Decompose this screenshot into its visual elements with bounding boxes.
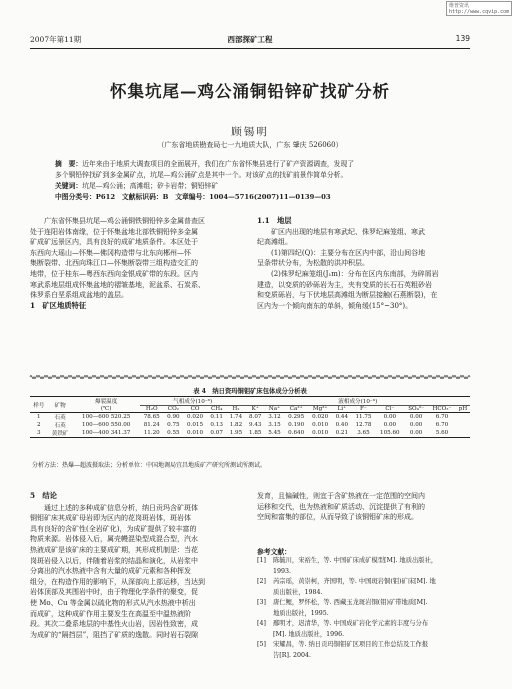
conclusion-line: 岗斑岩侵入以后，伴随着岩浆的结晶和演化，从岩浆中 — [30, 556, 198, 565]
table-cell: 5.45 — [268, 430, 281, 436]
page-number: 139 — [455, 34, 470, 43]
table-cell: 8.07 — [248, 414, 262, 420]
table-cell: 105.60 — [380, 430, 400, 436]
table-cell: 0.010 — [312, 422, 329, 428]
references-list — [257, 556, 470, 661]
table-header-cell: 液相成分(10⁻⁶) — [246, 397, 470, 406]
references-section — [257, 546, 470, 661]
intro-line: 东西向大瑶山—怀集—佛冈构造带与北东向郴州—怀 — [30, 248, 191, 257]
table-cell: 0.190 — [288, 422, 305, 428]
table-cell: 0.00 — [409, 422, 423, 428]
table-header-cell: 矿物 — [54, 402, 66, 409]
intro-line: 寒武系地层组成怀集盆地的褶皱基地，泥盆系、石炭系、 — [30, 280, 205, 289]
reference-item: 质出版社，1984. — [273, 588, 323, 596]
conclusion-line: 为成矿的“隔挡层”，阻挡了矿质的逸散。同时岩石裂隙 — [30, 630, 199, 639]
table-cell: 0.75 — [167, 422, 180, 428]
conclusion-line: 热液成矿是该矿床的主要成矿期，其形成机制是：当花 — [30, 545, 198, 554]
conclusion-line: 物质来源。岩体侵入后，属壳幔混染型成混合型，汽水 — [30, 535, 198, 544]
table-header-cell: CH₄ — [210, 406, 223, 412]
reference-item: [5] 宋耀昌，等. 纳日贡玛铜钼矿区项目的工作总结及工作报 — [257, 641, 429, 648]
table-header-cell: F⁻ — [360, 406, 367, 412]
table-header-cell: K⁺ — [251, 406, 259, 412]
table-cell: 0.00 — [409, 430, 423, 436]
table-cell: 石英 — [54, 423, 66, 429]
table-header-cell: Cl⁻ — [385, 406, 395, 412]
table-cell: 3.12 — [268, 414, 281, 420]
table-cell: 1 — [37, 414, 41, 420]
table-cell: 6.70 — [435, 414, 449, 420]
table-cell: 1.74 — [229, 414, 243, 420]
table-header-cell: 样号 — [33, 402, 45, 409]
source-watermark[interactable]: 维普资讯 http://www.cqvip.com — [446, 1, 512, 16]
author-affiliation: （广东省地质勘查局七一九地质大队，广东 肇庆 526060） — [157, 141, 343, 149]
table-cell: 黄铁矿 — [51, 431, 69, 437]
table-cell: 1.95 — [229, 430, 243, 436]
table-cell: 81.24 — [143, 422, 160, 428]
table-header-cell: 爆裂温度 — [94, 399, 118, 406]
strata-line: 建造，以变质的砂砾岩为主，夹有变质的长石石英粗砂岩 — [257, 280, 432, 289]
table-cell: 0.00 — [409, 414, 423, 420]
section-heading-1-1: 1.1 地层 — [257, 216, 292, 225]
article-title: 怀集坑尾—鸡公涌铜铅锌矿找矿分析 — [110, 82, 390, 101]
table-header-cell: CO₂ — [167, 406, 179, 412]
table-header-cell: SO₄²⁻ — [408, 406, 425, 412]
conclusion-line: 发育，且偏碱性，则宜于含矿热液在一定范围的空间内 — [257, 492, 425, 500]
table-header-cell: HCO₃⁻ — [432, 406, 452, 412]
table-body — [30, 413, 470, 438]
table-cell: 5.60 — [435, 430, 449, 436]
references-heading: 参考文献： — [257, 548, 291, 556]
intro-paragraph — [30, 216, 243, 311]
table-note: 分析方法：热爆—超波摄取法；分析单位：中国地调局宜昌地质矿产研究所测试所测试。 — [32, 462, 267, 469]
table-cell: 100—600 550.00 — [82, 422, 131, 428]
table-header-cell: H₂O — [145, 406, 158, 412]
intro-line: 侏罗系白垩系组成盆地的盖层。 — [30, 291, 128, 300]
reference-item: [2] 芮宗瑶，黄崇柯，齐国明，等. 中国斑岩铜(钼)矿床[M]. 地 — [257, 578, 436, 585]
table-cell: 石英 — [54, 415, 66, 421]
intro-line: 地带，位于桂东—粤西东西向金银成矿带的东段。区内 — [30, 269, 198, 278]
strata-line: 区内为一个倾向南东的单斜，倾角缓(15°~30°)。 — [257, 301, 413, 310]
table-header-cell: Mg²⁺ — [312, 406, 328, 412]
table-cell: 0.010 — [312, 430, 329, 436]
table-cell: 0.00 — [383, 414, 397, 420]
table-header-cell: Na⁺ — [268, 406, 281, 412]
reference-item: [M]. 地质出版社，1996. — [273, 630, 345, 638]
table-cell: 0.020 — [312, 414, 329, 420]
table-cell: 0.44 — [335, 414, 349, 420]
table-cell: 0.21 — [335, 430, 349, 436]
table-cell: 100—400 341.37 — [82, 430, 131, 436]
intro-line: 处于连阳岩体南缘，位于怀集盆地北部铁铜铅锌多金属 — [30, 227, 198, 236]
table-cell: 6.70 — [435, 422, 449, 428]
table-cell: 0.295 — [288, 414, 305, 420]
strata-paragraph — [257, 216, 470, 311]
reference-item: [4] 鄢明才，迟清华，等. 中国成矿岩化学元素的丰度与分布 — [257, 620, 429, 627]
table-cell: 0.020 — [187, 414, 204, 420]
conclusion-line: 分离出的汽水热液中含有大量的成矿元素和各种挥发 — [30, 567, 191, 576]
table-cell: 0.015 — [187, 422, 204, 428]
table-header-cell: Ca²⁺ — [289, 406, 303, 412]
table-row — [30, 413, 470, 422]
reference-item: [1] 陈毓川，宋裕生，等. 中国矿床成矿模型[M]. 地质出版社， — [257, 557, 438, 564]
keywords: 坑尾—鸡公涌；高滩组；矽卡岩带；铜铅锌矿 — [82, 182, 219, 190]
table-cell: 0.55 — [167, 430, 180, 436]
table-cell: 12.78 — [355, 422, 372, 428]
header-rule — [30, 48, 470, 49]
table-cell: 0.40 — [335, 422, 349, 428]
conclusion-line: 铜钼矿床其成矿母岩即为区内的花岗斑岩体，斑岩体 — [30, 514, 191, 523]
reference-item: 1993. — [273, 567, 292, 575]
conclusion-line: 空间和富集的部位，从而导致了该铜钼矿床的形成。 — [257, 513, 418, 522]
strata-line: (2)侏罗纪麻笼组(J₁m)：分布在区内东南部，为碎屑岩 — [271, 269, 439, 278]
classification-line: 中图分类号：P612 文献标识码：B 文章编号：1004—5716(2007)11—0139—03 — [55, 193, 331, 201]
table-row — [30, 429, 470, 438]
inclusion-table — [30, 396, 470, 438]
table-cell: 9.43 — [248, 422, 262, 428]
table-cell: 2 — [37, 422, 41, 428]
conclusion-paragraph — [30, 503, 243, 641]
table-cell: 3.65 — [357, 430, 370, 436]
section-wave-divider — [30, 374, 470, 380]
table-cell: 0.010 — [187, 430, 204, 436]
intro-line: 广东省怀集县坑尾—鸡公涌铜铁铜铅锌多金属普查区 — [44, 217, 205, 225]
author-name: 顾锡明 — [231, 126, 269, 138]
intro-line: 矿成矿远景区内，具有良好的成矿地质条件。本区处于 — [30, 238, 198, 247]
table-header-cell: (℃) — [100, 405, 112, 412]
table-cell: 0.00 — [383, 422, 397, 428]
journal-name: 西部探矿工程 — [227, 35, 273, 44]
table-cell: 3 — [37, 430, 41, 436]
abstract-text-2: 多个铜铅锌找矿到多金属矿点，坑尾—鸡公涌矿点是其中一个。对该矿点的找矿前景作简单分析。 — [55, 171, 348, 179]
table-header-cell: Li⁺ — [337, 406, 347, 412]
table-cell: 0.640 — [288, 430, 305, 436]
strata-line: 矿区内出现的地层有寒武纪、侏罗纪麻笼组、寒武 — [271, 227, 425, 236]
table-cell: 11.75 — [355, 414, 372, 420]
conclusion-line: 组分，在构造作用的影响下，从深部向上部运移，当达到 — [30, 577, 205, 586]
table-header-cell: pH — [458, 406, 468, 412]
table-cell: 100—600 520.25 — [82, 414, 131, 420]
abstract-block — [55, 159, 445, 203]
table-cell: 3.15 — [268, 422, 281, 428]
table-header-cell: H₂ — [232, 406, 240, 412]
intro-line: 集断裂带、北西向珠江口—怀集断裂带三组构造交汇的 — [30, 259, 198, 268]
conclusion-line: 而成矿，这种成矿作用主要发生在高温至中温热液阶 — [30, 609, 191, 618]
conclusion-line: 段。其次二叠系地层的中基性火山岩，因岩性致密，成 — [30, 620, 198, 629]
table-cell: 1.85 — [248, 430, 262, 436]
table-cell: 0.11 — [210, 414, 223, 420]
table-header-cell: 气相成分(10⁻⁶) — [140, 397, 246, 406]
strata-line: 和变质砾岩，与下伏地层高滩组为断层接触(石燕断裂)，在 — [257, 291, 438, 300]
table-row — [30, 421, 470, 429]
table-cell: 0.90 — [167, 414, 180, 420]
conclusion-line: 使 Mo、Cu 等金属以硫化物的形式从汽水热液中析出 — [30, 598, 196, 607]
table-cell: 0.13 — [210, 422, 223, 428]
conclusion-section — [30, 491, 243, 640]
strata-line: 呈条带状分布，为松散的洪冲积层。 — [257, 259, 369, 268]
conclusion-line: 具有良好的含矿性(全岩矿化)，为成矿提供了较丰富的 — [30, 524, 197, 533]
table-cell: 1.82 — [229, 422, 243, 428]
reference-item: 告[R]. 2004. — [273, 651, 311, 659]
table-title: 表 4 纳日资玛铜钼矿床包体成分分析表 — [193, 388, 307, 395]
reference-item: 地质出版社，1995. — [273, 609, 329, 617]
abstract-text-1: 近年来由于地质大调查项目的全面展开，我们在广东省怀集县进行了矿产资源调查，发现了 — [82, 160, 355, 168]
table-cell: 78.65 — [143, 414, 160, 420]
conclusion-line: 运移和交代，也为热液和矿质活动、沉淀提供了有利的 — [257, 502, 425, 511]
conclusion-line: 岩体顶部及其围岩中时，由于物理化学条件的聚变，促 — [30, 588, 198, 597]
table-cell: 11.20 — [143, 430, 160, 436]
conclusion-continued — [257, 491, 470, 523]
table-cell: 0.07 — [210, 430, 223, 436]
table-header-cell: CO — [190, 406, 200, 412]
conclusion-line: 通过上述的多种成矿信息分析，纳日贡玛含矿斑体 — [44, 503, 198, 512]
abstract-label: 摘 要： — [55, 160, 83, 168]
issue-label: 2007年第11期 — [30, 35, 82, 44]
section-heading-1: 1 矿区地质特征 — [30, 300, 87, 310]
keywords-label: 关键词： — [55, 182, 83, 190]
strata-line: 纪高滩组。 — [257, 238, 292, 247]
section-heading-5: 5 结论 — [30, 491, 57, 500]
reference-item: [3] 唐仁鲤，罗怀松，等. 西藏玉龙斑岩铜(钼)矿带地质[M]. — [257, 599, 428, 606]
strata-line: (1)第四纪(Q)：主要分布在区内中部，沿山间谷地 — [271, 248, 426, 257]
